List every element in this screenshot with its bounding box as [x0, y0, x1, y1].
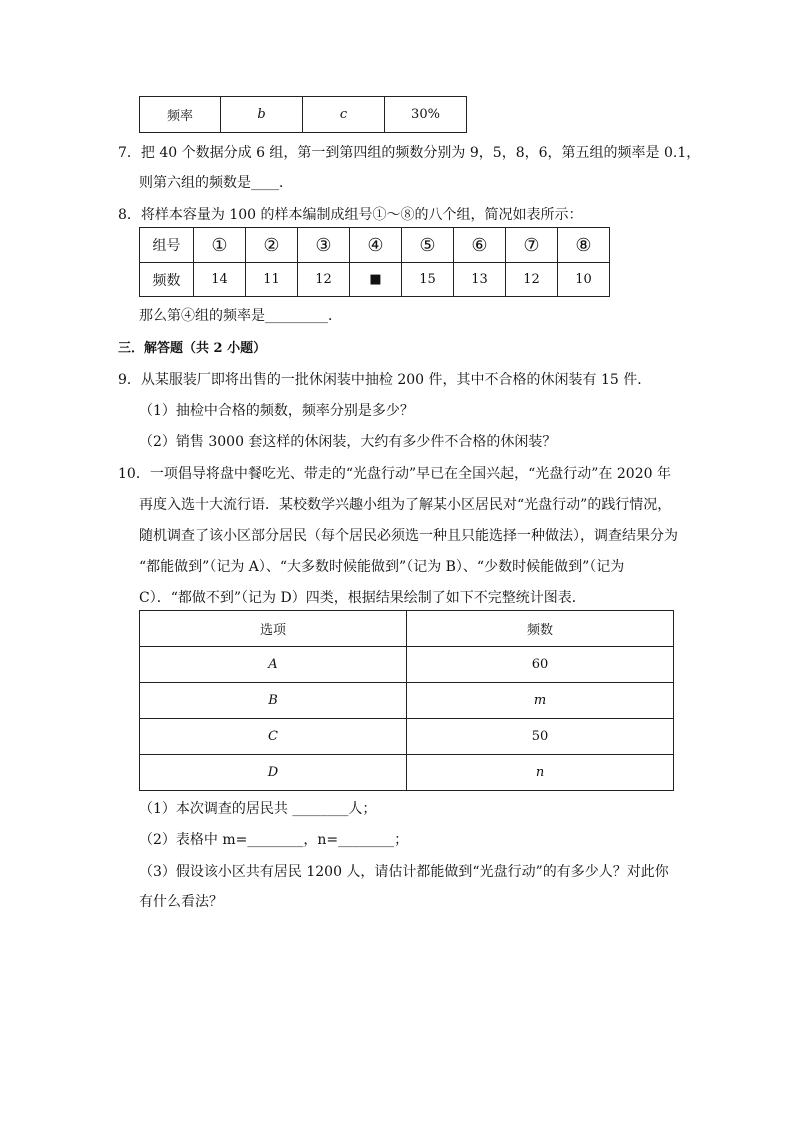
q7-line1: 7．把 40 个数据分成 6 组，第一到第四组的频数分别为 9，5，8，6，第五组的频率是 0.1，	[118, 145, 701, 161]
table-cell: A	[140, 647, 407, 683]
table-cell: 频数	[140, 263, 194, 297]
table-header-cell: ⑥	[454, 228, 506, 263]
table-cell: b	[221, 97, 303, 133]
table-cell: 30%	[385, 97, 467, 133]
table-header-cell: ④	[350, 228, 402, 263]
q10-line1: 10．一项倡导将盘中餐吃光、带走的“光盘行动”早已在全国兴起，“光盘行动”在 2020 年	[118, 466, 671, 482]
table-cell: 11	[246, 263, 298, 297]
table-cell: 50	[407, 719, 674, 755]
q10-line2: 再度入选十大流行语．某校数学兴趣小组为了解某小区居民对“光盘行动”的践行情况，	[139, 497, 672, 513]
q10-line4: “都能做到”（记为 A）、“大多数时候能做到”（记为 B）、“少数时候能做到”（记为	[139, 559, 625, 575]
table-header-cell: ⑦	[506, 228, 558, 263]
table-cell: n	[407, 755, 674, 791]
q7-line2: 则第六组的频数是____．	[139, 175, 293, 191]
section-title: 三．解答题（共 2 小题）	[118, 341, 267, 356]
table-cell: B	[140, 683, 407, 719]
q10-line5: C）．“都做不到”（记为 D）四类，根据结果绘制了如下不完整统计图表．	[139, 590, 586, 606]
table-cell: 12	[506, 263, 558, 297]
table-header-cell: 组号	[140, 228, 194, 263]
table-cell: D	[140, 755, 407, 791]
table-cell: 13	[454, 263, 506, 297]
top-frequency-table	[139, 96, 467, 133]
table-cell: 10	[558, 263, 610, 297]
q8-ask: 那么第④组的频率是_________．	[139, 308, 342, 324]
table-cell: c	[303, 97, 385, 133]
q10-line3: 随机调查了该小区部分居民（每个居民必须选一种且只能选择一种做法），调查结果分为	[139, 528, 678, 544]
q9-sub2: （2）销售 3000 套这样的休闲装，大约有多少件不合格的休闲装？	[139, 434, 557, 450]
q10-survey-table	[139, 610, 674, 791]
q9-sub1: （1）抽检中合格的频数，频率分别是多少？	[139, 403, 414, 419]
table-header-cell: 频数	[407, 611, 674, 647]
q10-sub1: （1）本次调查的居民共 ________人；	[139, 801, 377, 817]
table-header-cell: ②	[246, 228, 298, 263]
q8-stem: 8．将样本容量为 100 的样本编制成组号①～⑧的八个组，简况如表所示：	[118, 207, 583, 223]
table-header-cell: ⑤	[402, 228, 454, 263]
table-cell: 频率	[140, 97, 221, 133]
table-cell: 60	[407, 647, 674, 683]
table-cell: C	[140, 719, 407, 755]
table-header-cell: 选项	[140, 611, 407, 647]
table-cell: ■	[350, 263, 402, 297]
table-header-cell: ③	[298, 228, 350, 263]
table-cell: 12	[298, 263, 350, 297]
q8-group-table	[139, 227, 610, 297]
table-header-cell: ①	[194, 228, 246, 263]
table-header-cell: ⑧	[558, 228, 610, 263]
q10-sub3-line2: 有什么看法？	[139, 894, 223, 910]
q10-sub2: （2）表格中 m=________，n=________；	[139, 832, 409, 848]
q9-stem: 9．从某服装厂即将出售的一批休闲装中抽检 200 件，其中不合格的休闲装有 15 件．	[118, 372, 652, 388]
table-cell: 14	[194, 263, 246, 297]
q10-sub3-line1: （3）假设该小区共有居民 1200 人，请估计都能做到“光盘行动”的有多少人？对此你	[139, 864, 669, 880]
table-cell: m	[407, 683, 674, 719]
table-cell: 15	[402, 263, 454, 297]
